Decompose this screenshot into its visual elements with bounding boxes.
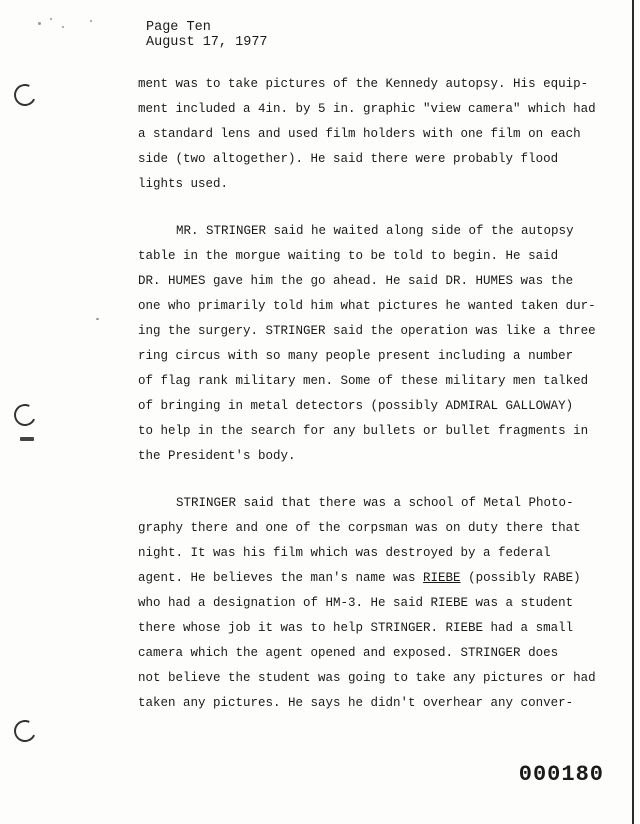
- scan-speck: [62, 26, 64, 28]
- text-line: ment included a 4in. by 5 in. graphic "view camera" which had: [138, 102, 596, 116]
- text-line: taken any pictures. He says he didn't overhear any conver-: [138, 696, 574, 710]
- text-line: [138, 566, 608, 591]
- text-line: lights used.: [138, 177, 229, 191]
- text-line: a standard lens and used film holders with one film on each: [138, 127, 581, 141]
- text-line: not believe the student was going to take any pictures or had: [138, 671, 596, 685]
- text-line: DR. HUMES gave him the go ahead. He said DR. HUMES was the: [138, 274, 574, 288]
- paragraph-3: [138, 491, 608, 716]
- scan-speck: [50, 18, 52, 20]
- text-line: to help in the search for any bullets or bullet fragments in: [138, 424, 589, 438]
- paragraph-1: [138, 72, 608, 197]
- scan-speck: [38, 22, 41, 25]
- underlined-name: RIEBE: [423, 571, 461, 585]
- document-number: 000180: [518, 762, 604, 787]
- text-line: there whose job it was to help STRINGER. RIEBE had a small: [138, 621, 574, 635]
- text-line: the President's body.: [138, 449, 296, 463]
- text-line: table in the morgue waiting to be told to begin. He said: [138, 249, 559, 263]
- scan-speck: [90, 20, 92, 22]
- text-segment: agent. He believes the man's name was: [138, 571, 424, 585]
- text-line: of bringing in metal detectors (possibly ADMIRAL GALLOWAY): [138, 399, 574, 413]
- text-line: who had a designation of HM-3. He said RIEBE was a student: [138, 596, 574, 610]
- punch-hole: [11, 81, 39, 109]
- punch-hole: [11, 717, 39, 745]
- text-segment: (possibly RABE): [460, 571, 581, 585]
- text-line: camera which the agent opened and exposed. STRINGER does: [138, 646, 559, 660]
- text-line: of flag rank military men. Some of these military men talked: [138, 374, 589, 388]
- text-line: graphy there and one of the corpsman was on duty there that: [138, 521, 581, 535]
- page-edge: [632, 0, 634, 824]
- document-body: [138, 72, 608, 738]
- page-number: Page Ten: [146, 20, 211, 35]
- text-line: ment was to take pictures of the Kennedy autopsy. His equip-: [138, 77, 589, 91]
- text-line: STRINGER said that there was a school of Metal Photo-: [176, 496, 574, 510]
- scan-speck: [96, 318, 99, 320]
- page-header: [146, 20, 268, 50]
- text-line: night. It was his film which was destroyed by a federal: [138, 546, 551, 560]
- text-line: side (two altogether). He said there were probably flood: [138, 152, 559, 166]
- paragraph-2: [138, 219, 608, 469]
- text-line: ing the surgery. STRINGER said the operation was like a three: [138, 324, 596, 338]
- page-date: August 17, 1977: [146, 35, 268, 50]
- punch-hole: [11, 401, 39, 429]
- text-line: ring circus with so many people present including a number: [138, 349, 574, 363]
- text-line: MR. STRINGER said he waited along side of the autopsy: [176, 224, 574, 238]
- margin-mark: [20, 437, 34, 441]
- text-line: one who primarily told him what pictures he wanted taken dur-: [138, 299, 596, 313]
